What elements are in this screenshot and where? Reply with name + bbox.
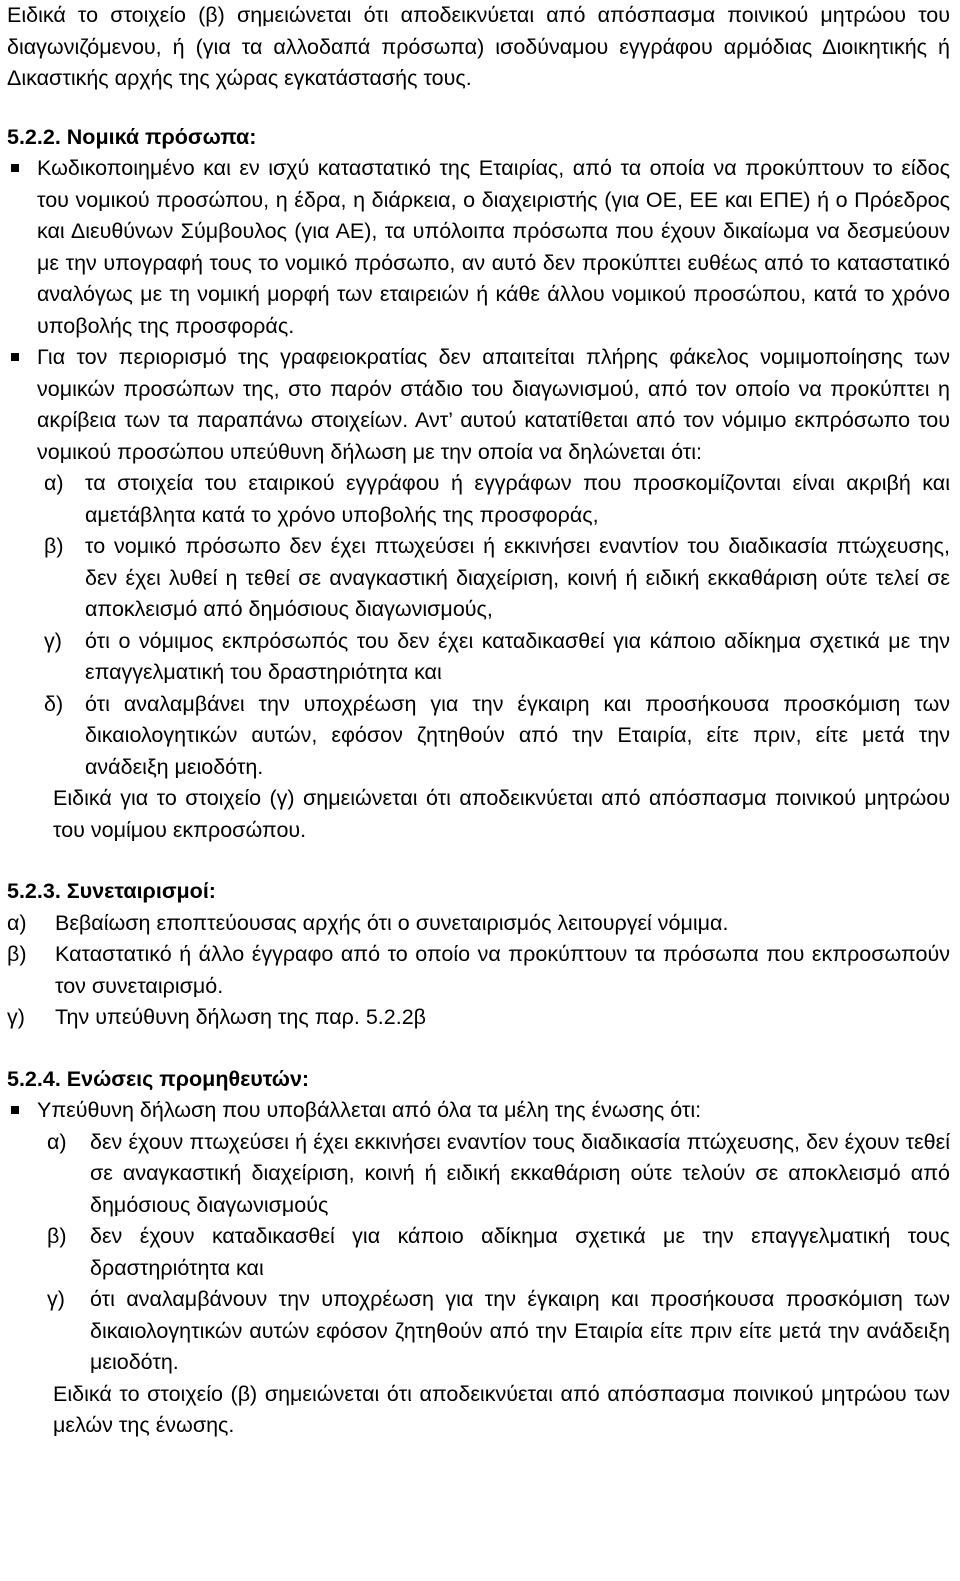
list-item-label: δ) [44,691,64,716]
list-item-label: β) [47,1224,67,1248]
list-item-text: το νομικό πρόσωπο δεν έχει πτωχεύσει ή εκκινήσει εναντίον του διαδικασία πτώχευσης, δεν έχει λυθεί η τεθεί σε αναγκαστική διαχείριση, κοινή ή ειδική εκκαθάριση ούτε τελεί σε αποκλεισμό από δημόσιους διαγωνισμούς, [85,534,950,621]
list-item [7,1127,950,1222]
list-item-label: α) [44,471,64,495]
list-item-text: ότι αναλαμβάνουν την υποχρέωση για την έγκαιρη και προσήκουσα προσκόμιση των δικαιολογητικών αυτών εφόσον ζητηθούν από την Εταιρία είτε πριν είτε μετά την ανάδειξη μειοδότη. [90,1287,950,1374]
list-item-label: γ) [44,628,62,653]
list-item-text: Καταστατικό ή άλλο έγγραφο από το οποίο να προκύπτουν τα πρόσωπα που εκπροσωπούν τον συνεταιρισμό. [55,942,950,998]
list-item [7,908,950,940]
list-item-text: Την υπεύθυνη δήλωση της παρ. 5.2.2β [55,1005,427,1029]
section-number: 5.2.4. [7,1066,61,1091]
list-item [7,1221,950,1284]
list-item [7,1002,950,1034]
list-item [7,689,950,784]
list-item-text: δεν έχουν καταδικασθεί για κάποιο αδίκημα σχετικά με την επαγγελματική τους δραστηριότητα και [90,1224,950,1280]
section-title: Ενώσεις προμηθευτών: [66,1066,310,1091]
note-paragraph: Ειδικά το στοιχείο (β) σημειώνεται ότι αποδεικνύεται από απόσπασμα ποινικού μητρώου των μελών της ένωσης. [53,1381,950,1437]
list-item-text: ότι αναλαμβάνει την υποχρέωση για την έγκαιρη και προσήκουσα προσκόμιση των δικαιολογητικών αυτών, εφόσον ζητηθούν από την Εταιρία, είτε πριν, είτε μετά την ανάδειξη μειοδότη. [85,691,950,779]
list-item-text: τα στοιχεία του εταιρικού εγγράφου ή εγγράφων που προσκομίζονται είναι ακριβή και αμετάβλητα κατά το χρόνο υποβολής της προσφοράς, [85,471,950,527]
intro-paragraph: Ειδικά το στοιχείο (β) σημειώνεται ότι αποδεικνύεται από απόσπασμα ποινικού μητρώου του διαγωνιζόμενου, ή (για τα αλλοδαπά πρόσωπα) ισοδύναμου εγγράφου αρμόδιας Διοικητικής ή Δικαστικής αρχής της χώρας εγκατάστασής τους. [7,3,950,90]
list-item [7,626,950,689]
list-item-label: β) [7,942,27,966]
section-heading-5-2-2 [7,122,950,154]
section-title: Νομικά πρόσωπα: [66,124,257,149]
section-title: Συνεταιρισμοί: [66,879,216,903]
section-heading-5-2-4 [7,1064,950,1096]
list-item [7,468,950,531]
list-item-text: Βεβαίωση εποπτεύουσας αρχής ότι ο συνεταιρισμός λειτουργεί νόμιμα. [55,910,729,935]
list-item [7,1284,950,1379]
section-number: 5.2.2. [7,124,61,149]
bullet-paragraph: Κωδικοποιημένο και εν ισχύ καταστατικό της Εταιρίας, από τα οποία να προκύπτουν το είδος του νομικού προσώπου, η έδρα, η διάρκεια, ο διαχειριστής (για ΟΕ, ΕΕ και ΕΠΕ) ή ο Πρόεδρος και Διευθύνων Σύμβουλος (για ΑΕ), τα υπόλοιπα πρόσωπα που έχουν δικαίωμα να δεσμεύουν με την υπογραφή τους το νομικό πρόσωπο, αν αυτό δεν προκύπτει ευθέως από το καταστατικό αναλόγως με τη νομική μορφή των εταιρειών ή κάθε άλλου νομικού προσώπου, κατά το χρόνο υποβολής της προσφοράς. [7,153,950,342]
note-paragraph: Ειδικά για το στοιχείο (γ) σημειώνεται ότι αποδεικνύεται από απόσπασμα ποινικού μητρώου του νομίμου εκπροσώπου. [53,786,950,842]
list-item-text: ότι ο νόμιμος εκπρόσωπός του δεν έχει καταδικασθεί για κάποιο αδίκημα σχετικά με την επαγγελματική του δραστηριότητα και [85,628,950,684]
list-item [7,939,950,1002]
list-item [7,531,950,626]
list-item-label: γ) [7,1005,25,1029]
list-item-label: γ) [47,1287,65,1311]
list-item-label: β) [44,534,64,558]
list-item-text: δεν έχουν πτωχεύσει ή έχει εκκινήσει εναντίον τους διαδικασία πτώχευσης, δεν έχουν τεθεί σε αναγκαστική διαχείριση, κοινή ή ειδική εκκαθάριση ούτε τελούν σε αποκλεισμό από δημόσιους διαγωνισμούς [90,1129,950,1217]
section-heading-5-2-3 [7,876,950,908]
bullet-paragraph: Υπεύθυνη δήλωση που υποβάλλεται από όλα τα μέλη της ένωσης ότι: [7,1095,950,1127]
section-number: 5.2.3. [7,879,61,903]
bullet-paragraph: Για τον περιορισμό της γραφειοκρατίας δεν απαιτείται πλήρης φάκελος νομιμοποίησης των νομικών προσώπων της, στο παρόν στάδιο του διαγωνισμού, από τον οποίο να προκύπτει η ακρίβεια των τα παραπάνω στοιχείων. Αντ’ αυτού κατατίθεται από τον νόμιμο εκπρόσωπο του νομικού προσώπου υπεύθυνη δήλωση με την οποία να δηλώνεται ότι: [7,342,950,468]
list-item-label: α) [7,910,27,935]
list-item-label: α) [47,1129,67,1154]
